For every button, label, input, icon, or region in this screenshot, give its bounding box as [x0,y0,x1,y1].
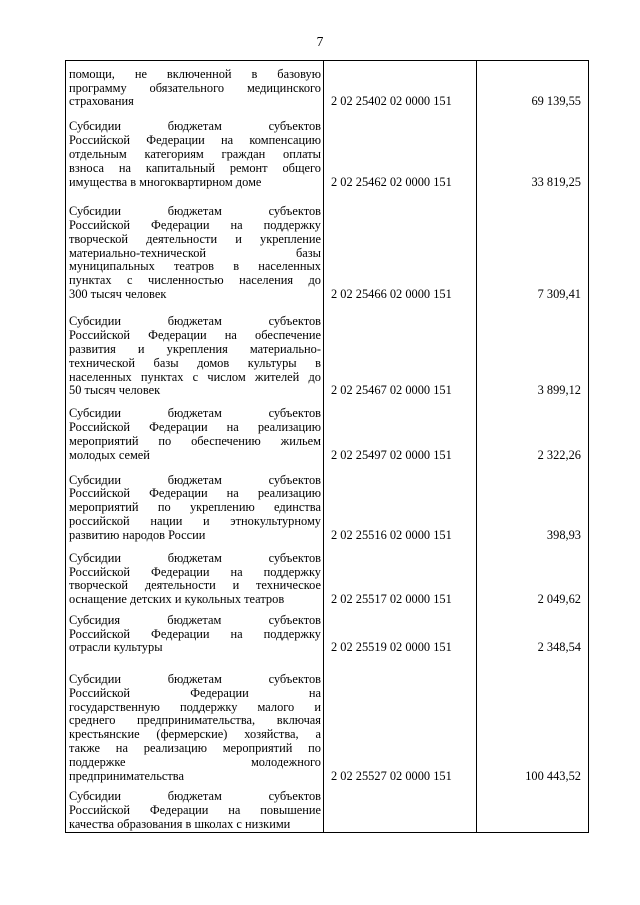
amount-cell: 69 139,55 [477,61,589,110]
description-line: 50 тысяч человек [69,384,161,398]
description-line: Российской Федерации на повышение [69,804,321,818]
description-line: молодых семей [69,448,150,462]
budget-code-cell: 2 02 25527 02 0000 151 [324,655,477,783]
budget-code-cell: 2 02 25462 02 0000 151 [324,109,477,189]
description-line: страхования [69,95,134,109]
description-line: оснащение детских и кукольных театров [69,593,285,607]
description-line: российской нации и этнокультурному [69,515,321,529]
description-line: населенных пунктах с числом жителей до [69,370,321,384]
description-line: помощи, не включенной в базовую [69,67,321,81]
budget-code-cell: 2 02 25402 02 0000 151 [324,61,477,110]
table-row [66,607,589,655]
revenue-description-cell [66,398,324,462]
amount-cell: 7 309,41 [477,190,589,302]
revenue-description-cell [66,784,324,833]
description-line: отдельным категориям граждан оплаты [69,148,321,161]
description-line: Российской Федерации на поддержку [69,218,321,232]
description-line: Российской Федерации на реализацию [69,487,321,501]
description-line: крестьянские (фермерские) хозяйства, а [69,728,321,742]
description-line: предпринимательства [69,769,184,783]
budget-code-cell [324,784,477,833]
description-line: Субсидии бюджетам субъектов [69,790,321,804]
revenue-description-cell [66,607,324,655]
description-line: взноса на капитальный ремонт общего [69,161,321,175]
page-number: 7 [316,34,324,49]
amount-cell: 2 322,26 [477,398,589,462]
amount-cell: 100 443,52 [477,655,589,783]
description-line: Российской Федерации на [69,686,321,700]
description-line: Субсидии бюджетам субъектов [69,672,321,686]
table-row [66,109,589,189]
budget-code-cell: 2 02 25497 02 0000 151 [324,398,477,462]
revenue-description-cell [66,463,324,543]
description-line: творческой деятельности и укрепление [69,232,321,246]
description-line: программу обязательного медицинского [69,81,321,95]
revenue-description-cell [66,543,324,607]
table-row [66,61,589,110]
description-line: среднего предпринимательства, включая [69,714,321,728]
description-line: Субсидии бюджетам субъектов [69,120,321,134]
amount-cell: 3 899,12 [477,302,589,398]
description-line: качества образования в школах с низкими [69,818,291,832]
description-line: поддержке молодежного [69,755,321,769]
description-line: Российской Федерации на компенсацию [69,134,321,148]
revenue-description-cell [66,190,324,302]
table-row [66,784,589,833]
description-line: материально-технической базы [69,246,321,260]
description-line: Российской Федерации на обеспечение [69,329,321,343]
revenue-description-cell [66,61,324,110]
revenue-description-cell [66,655,324,783]
description-line: Субсидии бюджетам субъектов [69,551,321,565]
amount-cell: 2 348,54 [477,607,589,655]
description-line: Российской Федерации на поддержку [69,627,321,641]
description-line: имущества в многоквартирном доме [69,175,262,189]
revenue-description-cell [66,302,324,398]
description-line: Субсидии бюджетам субъектов [69,315,321,329]
description-line: Субсидии бюджетам субъектов [69,473,321,487]
description-line: технической базы домов культуры в [69,356,321,370]
table-row [66,655,589,783]
description-line: мероприятий по укреплению единства [69,501,321,515]
amount-cell [477,784,589,833]
budget-revenue-table [65,60,589,833]
description-line: развития и укрепления материально- [69,342,321,356]
amount-cell: 2 049,62 [477,543,589,607]
description-line: пунктах с численностью населения до [69,274,321,288]
description-line: мероприятий по обеспечению жильем [69,434,321,448]
description-line: Субсидии бюджетам субъектов [69,205,321,219]
budget-code-cell: 2 02 25466 02 0000 151 [324,190,477,302]
amount-cell: 33 819,25 [477,109,589,189]
revenue-description-cell [66,109,324,189]
table-row [66,463,589,543]
description-line: творческой деятельности и техническое [69,579,321,593]
description-line: отрасли культуры [69,641,163,655]
description-line: Субсидия бюджетам субъектов [69,613,321,627]
table-row [66,302,589,398]
table-body [66,61,589,833]
description-line: Российской Федерации на реализацию [69,420,321,434]
budget-code-cell: 2 02 25517 02 0000 151 [324,543,477,607]
description-line: муниципальных театров в населенных [69,260,321,274]
description-line: Российской Федерации на поддержку [69,565,321,579]
table-row [66,543,589,607]
budget-code-cell: 2 02 25467 02 0000 151 [324,302,477,398]
amount-cell: 398,93 [477,463,589,543]
description-line: 300 тысяч человек [69,288,167,302]
budget-code-cell: 2 02 25516 02 0000 151 [324,463,477,543]
description-line: Субсидии бюджетам субъектов [69,407,321,421]
table-row [66,398,589,462]
budget-code-cell: 2 02 25519 02 0000 151 [324,607,477,655]
table-row [66,190,589,302]
description-line: развитию народов России [69,528,206,542]
description-line: государственную поддержку малого и [69,700,321,714]
description-line: также на реализацию мероприятий по [69,742,321,756]
